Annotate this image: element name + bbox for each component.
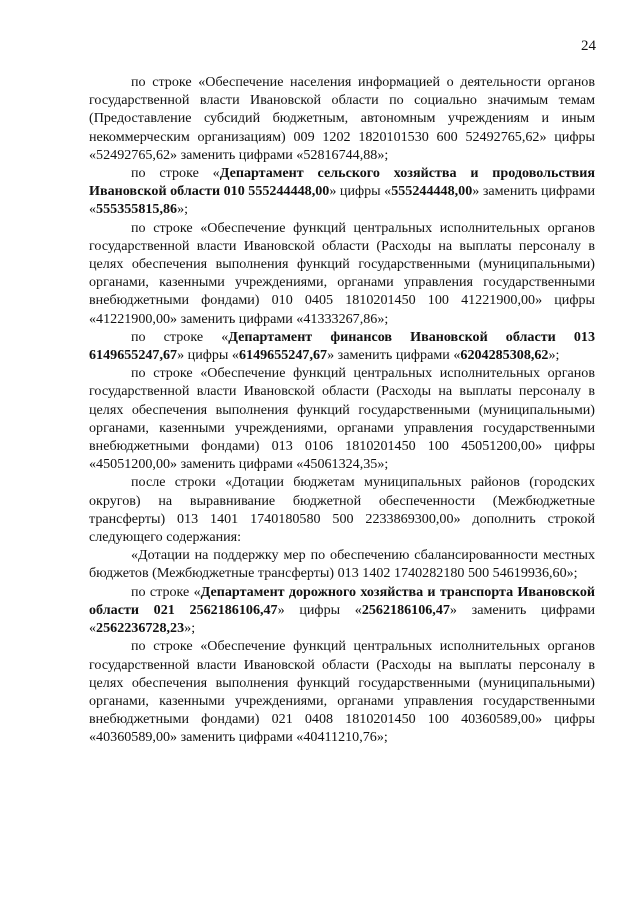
text-run: » заменить цифрами «	[327, 347, 461, 364]
text-run: по строке «Обеспечение функций центральных исполнительных органов государственной власти Ивановской области (Расходы на выплаты персоналу в целях обеспечения выполнения функций государственными (муниципальными) органами, казенными учреждениями, органами управления государственными внебюджетными фондами) 013 0106 1810201450 100 45051200,00» цифры «45051200,00» заменить цифрами «45061324,35»;	[89, 365, 595, 473]
text-run: по строке «	[131, 328, 229, 345]
text-run: »;	[177, 201, 189, 218]
text-run: »;	[184, 620, 196, 637]
amendment-paragraph	[89, 637, 595, 746]
amendment-paragraph	[89, 583, 595, 638]
text-run: » цифры «	[329, 183, 392, 200]
text-run: » цифры «	[177, 347, 239, 364]
text-run: » заменить цифрами «	[89, 601, 595, 637]
text-run: по строке «	[131, 583, 201, 600]
text-run: «Дотации на поддержку мер по обеспечению сбалансированности местных бюджетов (Межбюджетные трансферты) 013 1402 1740282180 500 54619936,60»;	[89, 547, 595, 582]
amendment-paragraph	[89, 164, 595, 219]
text-run: »;	[548, 347, 560, 364]
text-run: после строки «Дотации бюджетам муниципальных районов (городских округов) на выравнивание бюджетной обеспеченности (Межбюджетные трансферты) 013 1401 1740180580 500 2233869300,00» дополнить строкой следующего содержания:	[89, 474, 595, 546]
text-run: по строке «	[131, 165, 220, 182]
bold-text-run: 555355815,86	[96, 201, 178, 218]
text-run: » заменить цифрами «	[89, 183, 595, 218]
bold-text-run: Департамент сельского хозяйства и продовольствия Ивановской области 010 555244448,00	[89, 165, 595, 200]
amendment-paragraph	[89, 364, 595, 473]
amendment-paragraph	[89, 219, 595, 328]
amendment-paragraph	[89, 73, 595, 164]
document-body	[89, 73, 595, 747]
text-run: » цифры «	[277, 601, 362, 618]
bold-text-run: 6149655247,67	[238, 347, 328, 364]
bold-text-run: 6204285308,62	[460, 347, 549, 364]
amendment-paragraph	[89, 546, 595, 582]
amendment-paragraph	[89, 473, 595, 546]
bold-text-run: Департамент дорожного хозяйства и транспорта Ивановской области 021 2562186106,47	[89, 583, 595, 618]
amendment-paragraph	[89, 328, 595, 364]
bold-text-run: 555244448,00	[391, 183, 473, 200]
text-run: по строке «Обеспечение населения информацией о деятельности органов государственной власти Ивановской области по социально значимым темам (Предоставление субсидий бюджетным, автономным учреждениям и иным некоммерческим организациям) 009 1202 1820101530 600 52492765,62» цифры «52492765,62» заменить цифрами «52816744,88»;	[89, 74, 595, 163]
bold-text-run: 2562186106,47	[361, 601, 450, 618]
text-run: по строке «Обеспечение функций центральных исполнительных органов государственной власти Ивановской области (Расходы на выплаты персоналу в целях обеспечения выполнения функций государственными (муниципальными) органами, казенными учреждениями, органами управления государственными внебюджетными фондами) 021 0408 1810201450 100 40360589,00» цифры «40360589,00» заменить цифрами «40411210,76»;	[89, 638, 595, 746]
text-run: по строке «Обеспечение функций центральных исполнительных органов государственной власти Ивановской области (Расходы на выплаты персоналу в целях обеспечения выполнения функций государственными (муниципальными) органами, казенными учреждениями, органами управления государственными внебюджетными фондами) 010 0405 1810201450 100 41221900,00» цифры «41221900,00» заменить цифрами «41333267,86»;	[89, 219, 595, 327]
bold-text-run: Департамент финансов Ивановской области 013 6149655247,67	[89, 328, 596, 364]
bold-text-run: 2562236728,23	[96, 620, 185, 637]
page-number: 24	[581, 38, 596, 54]
